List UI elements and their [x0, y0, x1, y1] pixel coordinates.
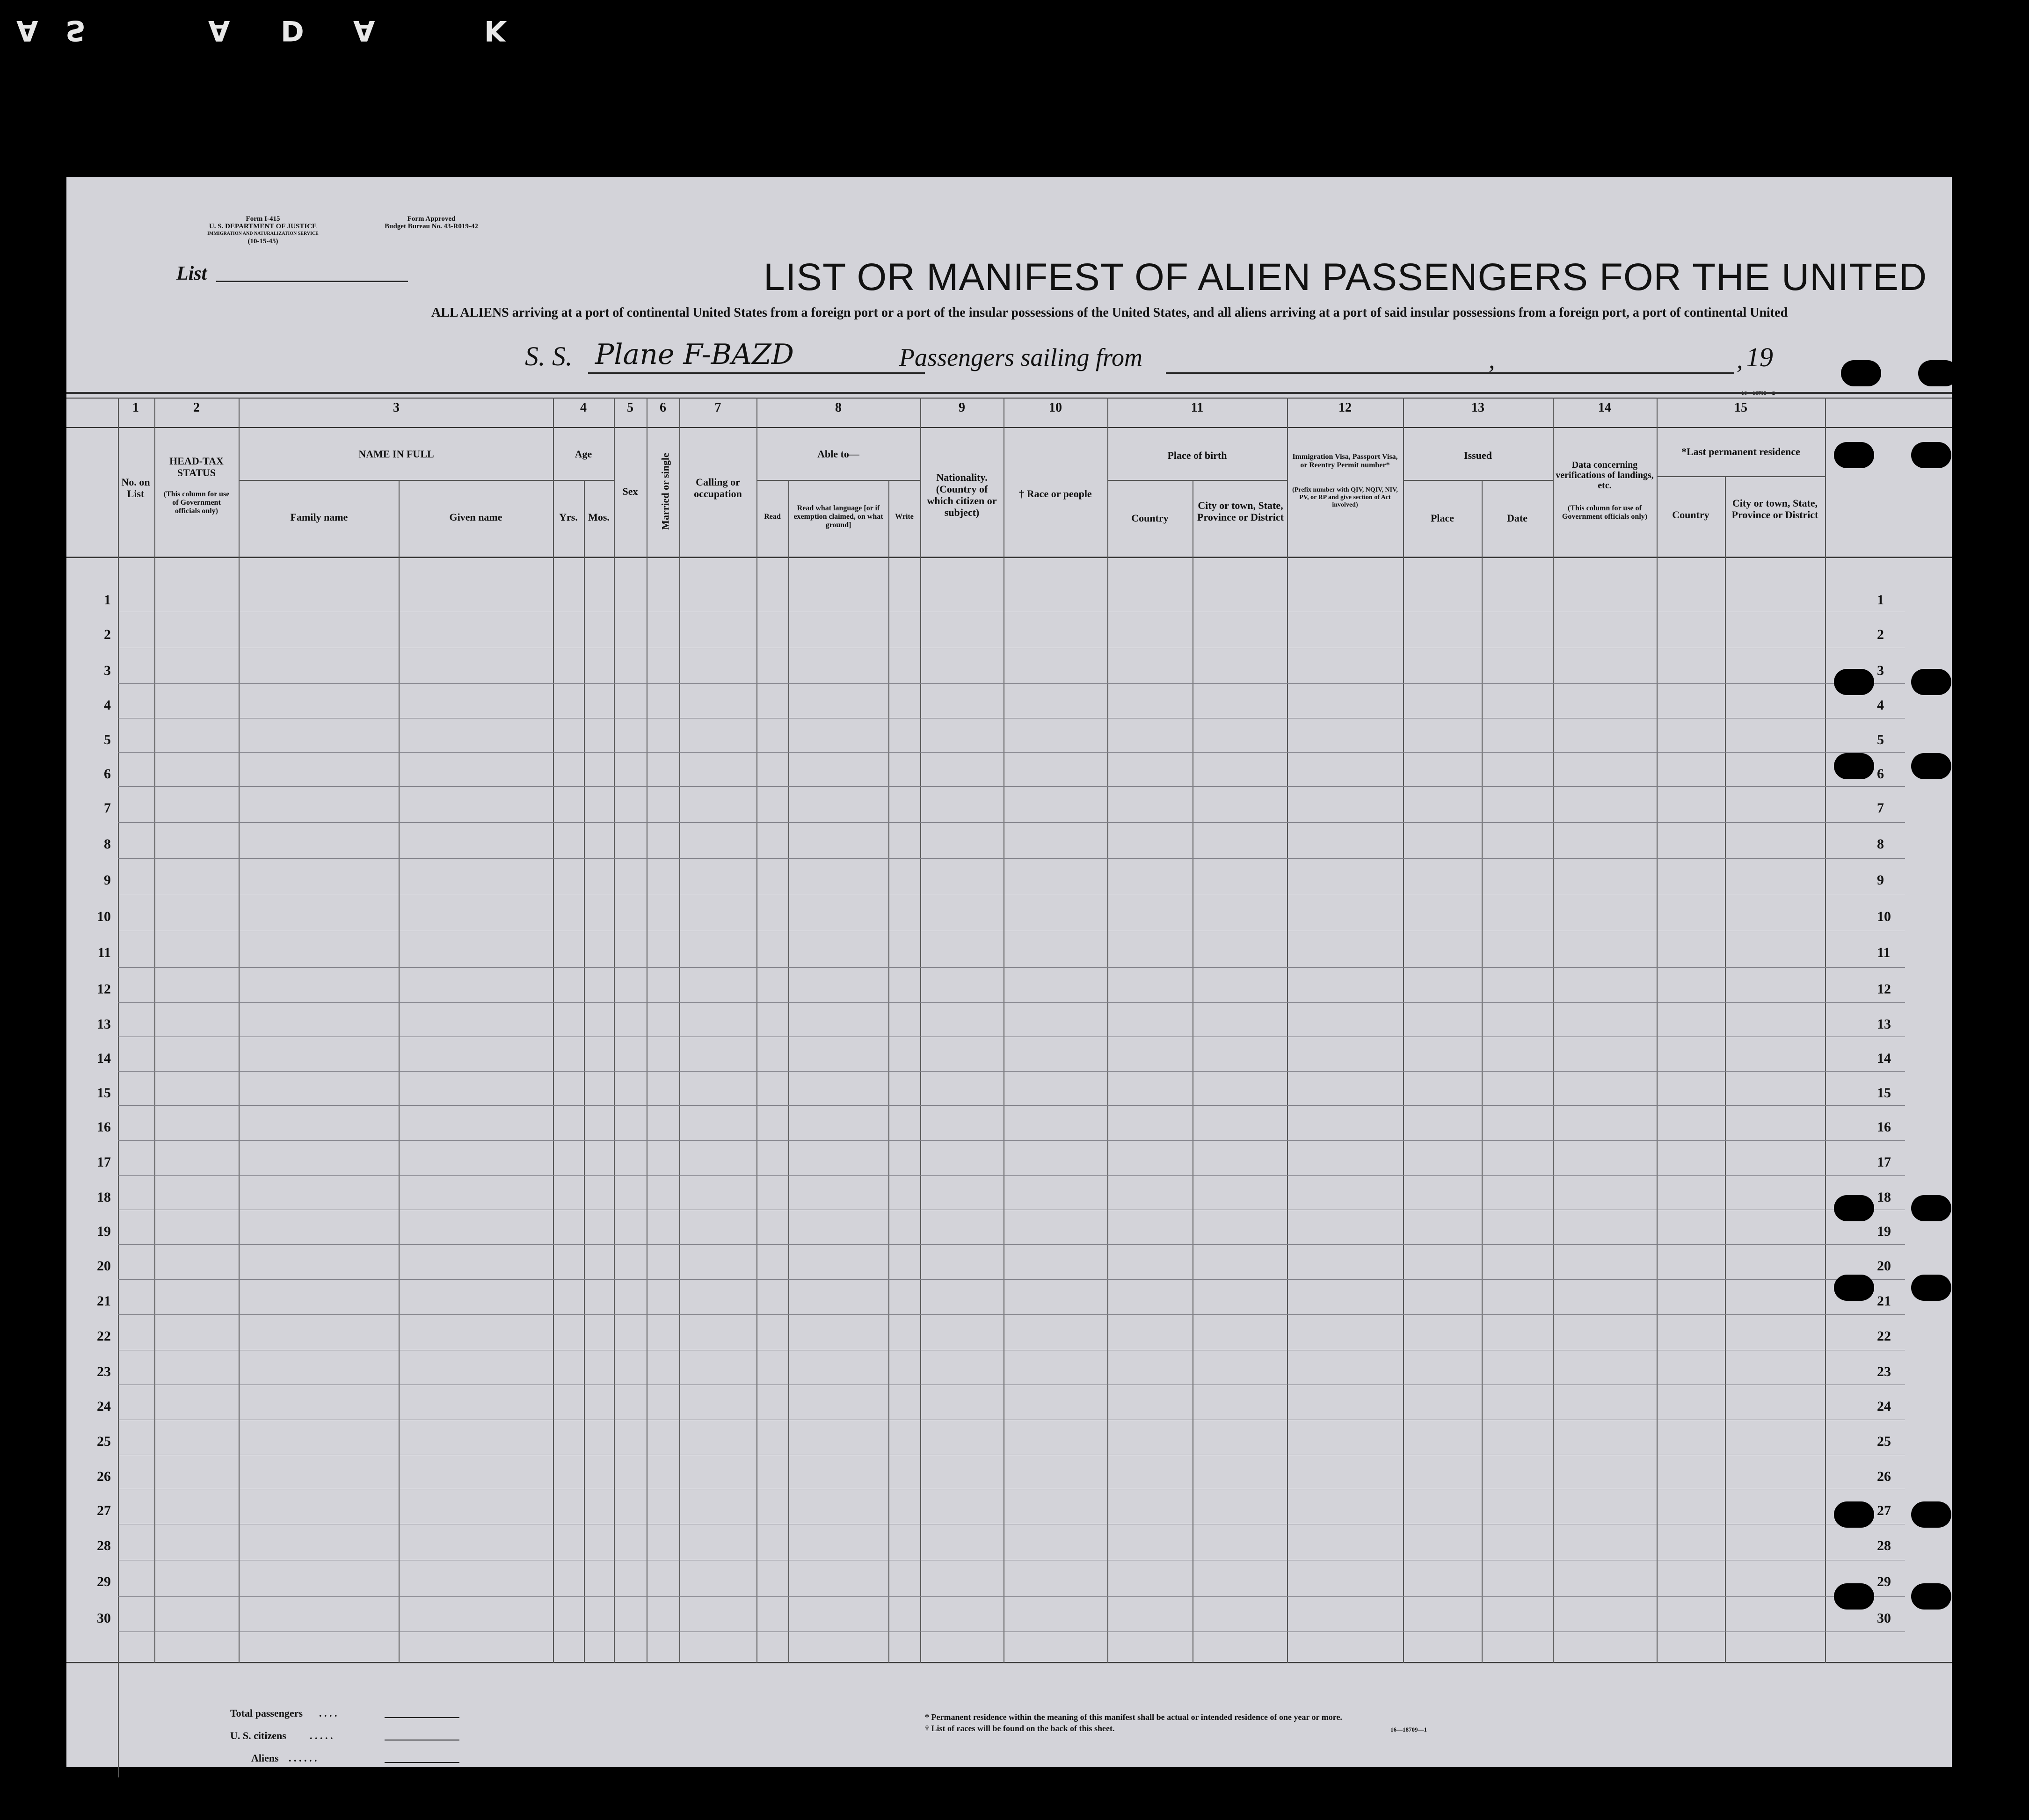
header-res-city: City or town, State, Province or District — [1731, 497, 1818, 521]
row-number: 8 — [104, 836, 111, 852]
row-number-right: 14 — [1877, 1051, 1891, 1066]
row-number: 21 — [97, 1293, 111, 1309]
col-number: 12 — [1338, 400, 1352, 415]
row-number: 4 — [104, 697, 111, 713]
col-number: 1 — [132, 400, 139, 415]
row-number-right: 11 — [1877, 945, 1891, 960]
row-number: 12 — [97, 981, 111, 997]
list-label: List — [176, 263, 207, 284]
row-number: 25 — [97, 1434, 111, 1449]
ship-prefix: S. S. — [525, 341, 573, 371]
row-number-right: 13 — [1877, 1016, 1891, 1032]
punch-hole — [1911, 442, 1951, 468]
header-place-of-birth: Place of birth — [1167, 450, 1227, 461]
punch-hole — [1911, 1195, 1951, 1221]
ship-name-line — [588, 372, 925, 374]
punch-hole — [1911, 1583, 1951, 1610]
punch-hole — [1911, 753, 1951, 779]
header-birth-city: City or town, State, Province or District — [1197, 500, 1284, 523]
row-number: 5 — [104, 732, 111, 747]
header-data-note: (This column for use of Government officials only) — [1562, 504, 1648, 521]
row-number: 3 — [104, 663, 111, 678]
header-yrs: Yrs. — [559, 511, 578, 523]
punch-hole — [1841, 360, 1881, 386]
col-number: 8 — [835, 400, 842, 415]
row-number: 27 — [97, 1503, 111, 1518]
header-bottom-rule — [66, 557, 1952, 558]
row-number-right: 3 — [1877, 663, 1884, 678]
form-approved: Form Approved — [407, 215, 456, 223]
row-number: 13 — [97, 1016, 111, 1032]
row-number-right: 21 — [1877, 1293, 1891, 1309]
row-number-right: 5 — [1877, 732, 1884, 747]
punch-hole — [1911, 1501, 1951, 1528]
row-number: 6 — [104, 766, 111, 782]
punch-hole — [1918, 360, 1958, 386]
row-number-right: 27 — [1877, 1503, 1891, 1518]
header-calling: Calling or occupation — [694, 476, 742, 500]
row-number: 9 — [104, 872, 111, 888]
print-code: 16—18709—1 — [1390, 1726, 1427, 1733]
row-number-right: 9 — [1877, 872, 1884, 888]
header-issued-date: Date — [1507, 512, 1527, 524]
header-no-on-list: No. on List — [121, 476, 150, 500]
header-issued-place: Place — [1430, 512, 1454, 524]
col-number: 2 — [193, 400, 200, 415]
row-number: 22 — [97, 1328, 111, 1344]
row-number: 24 — [97, 1399, 111, 1414]
row-number: 10 — [97, 909, 111, 924]
row-number: 19 — [97, 1224, 111, 1239]
header-birth-country: Country — [1131, 512, 1169, 524]
top-rule-2 — [66, 398, 1952, 399]
row-number-right: 15 — [1877, 1085, 1891, 1101]
row-number-right: 6 — [1877, 766, 1884, 782]
row-number-right: 18 — [1877, 1189, 1891, 1205]
row-number: 29 — [97, 1574, 111, 1589]
row-number: 20 — [97, 1258, 111, 1274]
row-number-right: 12 — [1877, 981, 1891, 997]
row-number: 11 — [97, 945, 111, 960]
film-mark: K — [484, 14, 510, 47]
row-number: 28 — [97, 1538, 111, 1553]
film-mark: A — [16, 14, 42, 47]
top-rule — [66, 392, 1952, 394]
row-number-right: 4 — [1877, 697, 1884, 713]
footnote-races: † List of races will be found on the back of this sheet. — [925, 1724, 1115, 1733]
header-visa: Immigration Visa, Passport Visa, or Reentry Permit number* — [1292, 453, 1398, 469]
col-number: 4 — [580, 400, 587, 415]
row-number: 15 — [97, 1085, 111, 1101]
punch-hole — [1834, 1275, 1874, 1301]
col-number: 11 — [1191, 400, 1204, 415]
row-number: 23 — [97, 1364, 111, 1379]
row-number-right: 29 — [1877, 1574, 1891, 1589]
footnote-residence: * Permanent residence within the meaning of this manifest shall be actual or intended residence of one year or more. — [925, 1712, 1342, 1722]
form-number: Form I-415 — [246, 215, 280, 223]
punch-hole — [1834, 1195, 1874, 1221]
header-res-country: Country — [1672, 509, 1709, 521]
col-number: 13 — [1471, 400, 1484, 415]
budget-bureau: Budget Bureau No. 43-R019-42 — [385, 223, 478, 230]
row-number-right: 8 — [1877, 836, 1884, 852]
row-number: 14 — [97, 1051, 111, 1066]
header-read-what: Read what language [or if exemption claimed, on what ground] — [793, 504, 883, 529]
page-title: LIST OR MANIFEST OF ALIEN PASSENGERS FOR THE UNITED — [764, 256, 1927, 298]
sailing-date-field[interactable] — [1510, 372, 1734, 374]
header-married: Married or single — [659, 453, 671, 530]
header-last-residence: *Last permanent residence — [1681, 446, 1800, 457]
punch-hole — [1911, 1275, 1951, 1301]
punch-hole — [1834, 669, 1874, 695]
manifest-sheet: Form I-415 U. S. DEPARTMENT OF JUSTICE IMMIGRATION AND NATURALIZATION SERVICE (10-15-45) Form Approved Budget Bureau No. 43-R019-42 List LIST OR MANIFEST OF ALIEN PASSENGERS FOR THE UNITED ALL ALIENS arriving at a port of continental United States from a foreign port or a port of the insular possessions of the United States, and all aliens arriving at a port of said insular possessions from a foreign port, a port of continental United S. S. Plane F-BAZD Passengers sailing from , , 19 1 2 3 4 5 6 7 8 9 10 11 12 13 14 15 No. on List HEAD-TAX STATUS (This column for use of Government officials only) NAME IN FULL Family name Given name Age Yrs. Mos. Sex Married or single Calling or occupation Able to— Read Read what language [or if exemption claimed, on what ground] Write Nationality. (Country of which citizen or subject) † Race or people Place of birth Country City or town, State, Province or District Immigration Visa, Passport Visa, or Reentry Permit number* (Prefix number with QIV, NQIV, NIV, PV, or RP and give section of Act involved) Issued Place Date Data concerning verifications of landings, etc. (This column for use of Government officials only) *Last permanent residence Country City or town, State, Province or District 1 1 2 2 3 3 4 4 5 5 6 6 7 7 8 8 9 9 10 10 11 11 12 12 13 13 14 14 15 15 16 16 17 17 18 18 19 19 20 20 21 21 22 22 23 23 24 24 25 25 26 26 27 27 28 28 29 29 30 30 Total passengers . . . . U. S. citizens . . . . . Aliens . . . . . . * Permanent residence within the meaning of this manifest shall be actual or intended residence of one year or more. † List of races will be found on the back of this sheet. 16—18709—1 — [66, 177, 1952, 1767]
list-number-field[interactable] — [216, 281, 408, 282]
row-number-right: 22 — [1877, 1328, 1891, 1344]
film-mark: A — [353, 14, 379, 47]
header-sex: Sex — [622, 486, 638, 497]
header-head-tax-note: (This column for use of Government officials only) — [163, 490, 230, 515]
header-mos: Mos. — [588, 511, 610, 523]
row-number-right: 16 — [1877, 1119, 1891, 1135]
punch-hole — [1834, 1501, 1874, 1528]
table-bottom-rule — [66, 1662, 1952, 1663]
col-number: 9 — [959, 400, 965, 415]
service: IMMIGRATION AND NATURALIZATION SERVICE — [207, 231, 319, 236]
total-passengers-label: Total passengers — [230, 1707, 303, 1719]
colnum-rule — [66, 427, 1952, 428]
us-citizens-label: U. S. citizens — [230, 1730, 286, 1741]
row-number-right: 28 — [1877, 1538, 1891, 1553]
form-info — [174, 215, 352, 245]
film-mark: A — [208, 14, 234, 47]
header-age: Age — [575, 448, 592, 460]
row-number-right: 17 — [1877, 1154, 1891, 1170]
department: U. S. DEPARTMENT OF JUSTICE — [209, 223, 317, 230]
film-mark: S — [65, 14, 90, 47]
header-data-concerning: Data concerning verifications of landings, etc. — [1556, 460, 1654, 491]
sailing-label: Passengers sailing from — [899, 343, 1143, 371]
header-issued: Issued — [1464, 450, 1492, 461]
year-prefix: 19 — [1746, 342, 1773, 372]
row-number-right: 7 — [1877, 800, 1884, 816]
total-passengers-field[interactable] — [385, 1717, 459, 1718]
header-family-name: Family name — [290, 511, 348, 523]
row-number-right: 30 — [1877, 1610, 1891, 1626]
col-number: 10 — [1049, 400, 1062, 415]
row-number: 16 — [97, 1119, 111, 1135]
header-able-to: Able to— — [817, 448, 859, 460]
col-number: 14 — [1598, 400, 1611, 415]
col-number: 5 — [627, 400, 633, 415]
header-race: † Race or people — [1019, 488, 1092, 500]
date-code: (10-15-45) — [247, 238, 278, 245]
row-number-right: 10 — [1877, 909, 1891, 924]
row-number: 26 — [97, 1469, 111, 1484]
form-approval — [356, 215, 506, 230]
aliens-field[interactable] — [385, 1762, 459, 1763]
punch-hole — [1834, 1583, 1874, 1610]
ship-name[interactable]: Plane F-BAZD — [595, 338, 794, 371]
row-number: 1 — [104, 592, 111, 608]
row-number-right: 26 — [1877, 1469, 1891, 1484]
row-number: 17 — [97, 1154, 111, 1170]
row-number-right: 2 — [1877, 627, 1884, 642]
sailing-from-field[interactable] — [1166, 372, 1559, 374]
header-nationality: Nationality. (Country of which citizen or subject) — [927, 471, 997, 518]
row-number: 2 — [104, 627, 111, 642]
col-number: 6 — [660, 400, 666, 415]
row-number-right: 20 — [1877, 1258, 1891, 1274]
row-number-right: 24 — [1877, 1399, 1891, 1414]
row-number-right: 23 — [1877, 1364, 1891, 1379]
header-given-name: Given name — [449, 511, 502, 523]
header-head-tax: HEAD-TAX STATUS — [169, 455, 224, 479]
row-number-right: 1 — [1877, 592, 1884, 608]
header-read: Read — [764, 513, 781, 521]
header-visa-note: (Prefix number with QIV, NQIV, NIV, PV, or RP and give section of Act involved) — [1292, 486, 1398, 508]
col-number: 3 — [393, 400, 400, 415]
page-subtitle: ALL ALIENS arriving at a port of continental United States from a foreign port or a port of the insular possessions of the United States, and all aliens arriving at a port of said insular possessions from a foreign port, a port of continental United — [431, 305, 1788, 320]
punch-hole — [1911, 669, 1951, 695]
header-name-in-full: NAME IN FULL — [358, 448, 434, 460]
punch-hole — [1834, 442, 1874, 468]
film-mark: D — [281, 14, 308, 47]
row-number: 7 — [104, 800, 111, 816]
row-number-right: 25 — [1877, 1434, 1891, 1449]
col-number: 7 — [714, 400, 721, 415]
col-number: 15 — [1734, 400, 1747, 415]
row-number: 30 — [97, 1610, 111, 1626]
header-write: Write — [895, 513, 914, 521]
aliens-label: Aliens — [251, 1752, 279, 1764]
punch-hole — [1834, 753, 1874, 779]
row-number: 18 — [97, 1189, 111, 1205]
row-number-right: 19 — [1877, 1224, 1891, 1239]
